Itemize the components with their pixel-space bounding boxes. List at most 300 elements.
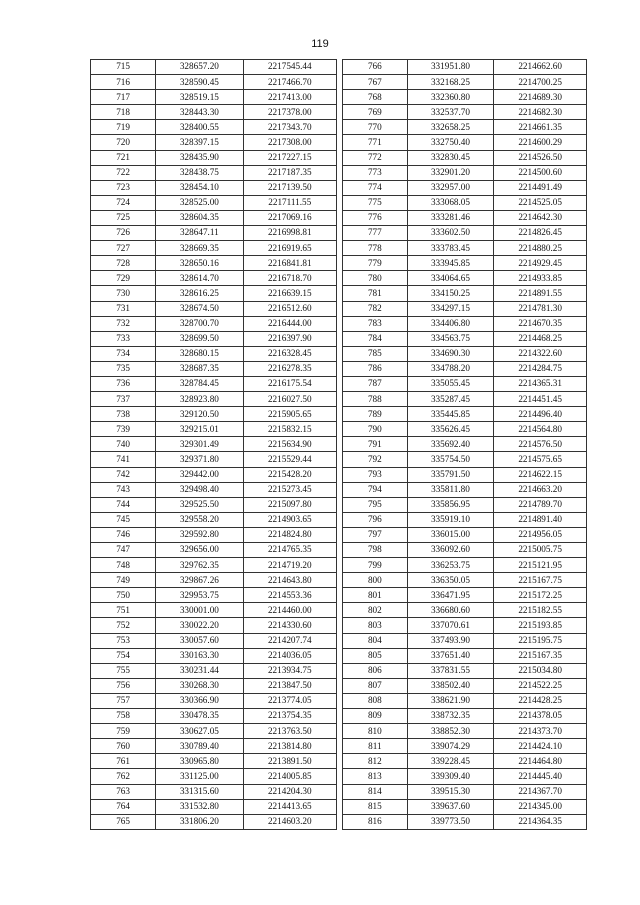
table-row: [91, 165, 337, 180]
point-number-cell: 763: [91, 784, 156, 799]
y-coordinate-cell: 2213774.05: [243, 693, 336, 708]
x-coordinate-cell: 333602.50: [407, 226, 494, 241]
x-coordinate-cell: 328669.35: [156, 241, 243, 256]
table-row: [91, 226, 337, 241]
y-coordinate-cell: 2217069.16: [243, 210, 336, 225]
point-number-cell: 786: [343, 361, 408, 376]
table-row: [343, 573, 587, 588]
table-row: [343, 709, 587, 724]
y-coordinate-cell: 2217227.15: [243, 150, 336, 165]
point-number-cell: 733: [91, 331, 156, 346]
y-coordinate-cell: 2214719.20: [243, 558, 336, 573]
point-number-cell: 798: [343, 543, 408, 558]
point-number-cell: 748: [91, 558, 156, 573]
x-coordinate-cell: 329442.00: [156, 467, 243, 482]
table-row: [91, 482, 337, 497]
point-number-cell: 738: [91, 407, 156, 422]
x-coordinate-cell: 335626.45: [407, 422, 494, 437]
x-coordinate-cell: 332957.00: [407, 180, 494, 195]
table-row: [343, 588, 587, 603]
table-row: [343, 633, 587, 648]
table-row: [91, 709, 337, 724]
point-number-cell: 735: [91, 361, 156, 376]
x-coordinate-cell: 332168.25: [407, 75, 494, 90]
table-row: [343, 678, 587, 693]
y-coordinate-cell: 2214365.31: [494, 376, 587, 391]
x-coordinate-cell: 339773.50: [407, 814, 494, 829]
x-coordinate-cell: 328438.75: [156, 165, 243, 180]
point-number-cell: 794: [343, 482, 408, 497]
x-coordinate-cell: 330231.44: [156, 663, 243, 678]
x-coordinate-cell: 329498.40: [156, 482, 243, 497]
x-coordinate-cell: 329558.20: [156, 512, 243, 527]
y-coordinate-cell: 2216444.00: [243, 316, 336, 331]
y-coordinate-cell: 2213763.50: [243, 724, 336, 739]
table-row: [343, 407, 587, 422]
point-number-cell: 761: [91, 754, 156, 769]
point-number-cell: 724: [91, 195, 156, 210]
x-coordinate-cell: 329301.49: [156, 437, 243, 452]
y-coordinate-cell: 2214284.75: [494, 361, 587, 376]
x-coordinate-cell: 337493.90: [407, 633, 494, 648]
point-number-cell: 755: [91, 663, 156, 678]
y-coordinate-cell: 2214765.35: [243, 543, 336, 558]
point-number-cell: 772: [343, 150, 408, 165]
table-row: [91, 437, 337, 452]
table-row: [91, 210, 337, 225]
x-coordinate-cell: 334406.80: [407, 316, 494, 331]
y-coordinate-cell: 2214036.05: [243, 648, 336, 663]
point-number-cell: 766: [343, 60, 408, 75]
point-number-cell: 789: [343, 407, 408, 422]
table-row: [343, 603, 587, 618]
x-coordinate-cell: 328590.45: [156, 75, 243, 90]
point-number-cell: 793: [343, 467, 408, 482]
point-number-cell: 775: [343, 195, 408, 210]
point-number-cell: 719: [91, 120, 156, 135]
x-coordinate-cell: 331806.20: [156, 814, 243, 829]
y-coordinate-cell: 2214643.80: [243, 573, 336, 588]
table-row: [343, 482, 587, 497]
x-coordinate-cell: 335692.40: [407, 437, 494, 452]
x-coordinate-cell: 335754.50: [407, 452, 494, 467]
table-body: [91, 60, 337, 830]
table-row: [343, 316, 587, 331]
point-number-cell: 814: [343, 784, 408, 799]
table-row: [91, 633, 337, 648]
y-coordinate-cell: 2213814.80: [243, 739, 336, 754]
point-number-cell: 718: [91, 105, 156, 120]
point-number-cell: 769: [343, 105, 408, 120]
x-coordinate-cell: 337651.40: [407, 648, 494, 663]
x-coordinate-cell: 328680.15: [156, 346, 243, 361]
y-coordinate-cell: 2214496.40: [494, 407, 587, 422]
y-coordinate-cell: 2215193.85: [494, 618, 587, 633]
point-number-cell: 791: [343, 437, 408, 452]
y-coordinate-cell: 2214525.05: [494, 195, 587, 210]
table-row: [343, 543, 587, 558]
table-row: [343, 105, 587, 120]
table-row: [343, 497, 587, 512]
y-coordinate-cell: 2214682.30: [494, 105, 587, 120]
point-number-cell: 810: [343, 724, 408, 739]
y-coordinate-cell: 2215167.35: [494, 648, 587, 663]
y-coordinate-cell: 2214880.25: [494, 241, 587, 256]
y-coordinate-cell: 2216397.90: [243, 331, 336, 346]
table-row: [91, 75, 337, 90]
point-number-cell: 727: [91, 241, 156, 256]
table-row: [91, 422, 337, 437]
y-coordinate-cell: 2217378.00: [243, 105, 336, 120]
point-number-cell: 739: [91, 422, 156, 437]
x-coordinate-cell: 329525.50: [156, 497, 243, 512]
point-number-cell: 812: [343, 754, 408, 769]
y-coordinate-cell: 2214204.30: [243, 784, 336, 799]
point-number-cell: 792: [343, 452, 408, 467]
y-coordinate-cell: 2214330.60: [243, 618, 336, 633]
y-coordinate-cell: 2216998.81: [243, 226, 336, 241]
point-number-cell: 803: [343, 618, 408, 633]
x-coordinate-cell: 330057.60: [156, 633, 243, 648]
table-row: [343, 558, 587, 573]
table-row: [91, 376, 337, 391]
table-row: [343, 693, 587, 708]
table-row: [91, 603, 337, 618]
point-number-cell: 717: [91, 90, 156, 105]
y-coordinate-cell: 2214600.29: [494, 135, 587, 150]
table-row: [91, 180, 337, 195]
point-number-cell: 808: [343, 693, 408, 708]
x-coordinate-cell: 333945.85: [407, 256, 494, 271]
table-row: [343, 75, 587, 90]
point-number-cell: 737: [91, 392, 156, 407]
y-coordinate-cell: 2214642.30: [494, 210, 587, 225]
table-row: [91, 286, 337, 301]
point-number-cell: 732: [91, 316, 156, 331]
point-number-cell: 768: [343, 90, 408, 105]
x-coordinate-cell: 334690.30: [407, 346, 494, 361]
table-row: [343, 195, 587, 210]
x-coordinate-cell: 333068.05: [407, 195, 494, 210]
x-coordinate-cell: 328657.20: [156, 60, 243, 75]
table-row: [91, 558, 337, 573]
x-coordinate-cell: 328650.16: [156, 256, 243, 271]
point-number-cell: 800: [343, 573, 408, 588]
point-number-cell: 813: [343, 769, 408, 784]
point-number-cell: 765: [91, 814, 156, 829]
y-coordinate-cell: 2213754.35: [243, 709, 336, 724]
point-number-cell: 774: [343, 180, 408, 195]
table-row: [343, 286, 587, 301]
table-row: [91, 135, 337, 150]
y-coordinate-cell: 2215172.25: [494, 588, 587, 603]
table-row: [343, 437, 587, 452]
x-coordinate-cell: 330627.05: [156, 724, 243, 739]
y-coordinate-cell: 2214700.25: [494, 75, 587, 90]
point-number-cell: 743: [91, 482, 156, 497]
y-coordinate-cell: 2215182.55: [494, 603, 587, 618]
coordinates-table-right: [342, 59, 587, 830]
table-row: [91, 195, 337, 210]
x-coordinate-cell: 328435.90: [156, 150, 243, 165]
table-row: [91, 814, 337, 829]
table-row: [343, 271, 587, 286]
x-coordinate-cell: 330366.90: [156, 693, 243, 708]
y-coordinate-cell: 2217308.00: [243, 135, 336, 150]
x-coordinate-cell: 329867.26: [156, 573, 243, 588]
point-number-cell: 795: [343, 497, 408, 512]
point-number-cell: 805: [343, 648, 408, 663]
table-row: [343, 346, 587, 361]
table-row: [91, 316, 337, 331]
table-row: [91, 543, 337, 558]
table-row: [91, 150, 337, 165]
table-row: [343, 135, 587, 150]
table-row: [343, 241, 587, 256]
y-coordinate-cell: 2215428.20: [243, 467, 336, 482]
table-row: [343, 361, 587, 376]
x-coordinate-cell: 331532.80: [156, 799, 243, 814]
x-coordinate-cell: 335287.45: [407, 392, 494, 407]
point-number-cell: 720: [91, 135, 156, 150]
y-coordinate-cell: 2217187.35: [243, 165, 336, 180]
table-row: [343, 210, 587, 225]
y-coordinate-cell: 2214526.50: [494, 150, 587, 165]
y-coordinate-cell: 2214789.70: [494, 497, 587, 512]
y-coordinate-cell: 2214500.60: [494, 165, 587, 180]
y-coordinate-cell: 2215097.80: [243, 497, 336, 512]
table-row: [343, 180, 587, 195]
y-coordinate-cell: 2214005.85: [243, 769, 336, 784]
x-coordinate-cell: 328699.50: [156, 331, 243, 346]
y-coordinate-cell: 2214553.36: [243, 588, 336, 603]
x-coordinate-cell: 336680.60: [407, 603, 494, 618]
x-coordinate-cell: 331951.80: [407, 60, 494, 75]
x-coordinate-cell: 338502.40: [407, 678, 494, 693]
table-row: [91, 407, 337, 422]
table-row: [91, 361, 337, 376]
y-coordinate-cell: 2217343.70: [243, 120, 336, 135]
x-coordinate-cell: 332537.70: [407, 105, 494, 120]
table-row: [91, 331, 337, 346]
y-coordinate-cell: 2214956.05: [494, 527, 587, 542]
point-number-cell: 756: [91, 678, 156, 693]
point-number-cell: 716: [91, 75, 156, 90]
table-row: [343, 256, 587, 271]
y-coordinate-cell: 2213891.50: [243, 754, 336, 769]
table-row: [91, 512, 337, 527]
table-row: [343, 799, 587, 814]
x-coordinate-cell: 330965.80: [156, 754, 243, 769]
table-row: [343, 663, 587, 678]
table-row: [343, 331, 587, 346]
table-row: [343, 165, 587, 180]
point-number-cell: 764: [91, 799, 156, 814]
point-number-cell: 767: [343, 75, 408, 90]
y-coordinate-cell: 2214903.65: [243, 512, 336, 527]
point-number-cell: 759: [91, 724, 156, 739]
x-coordinate-cell: 331125.00: [156, 769, 243, 784]
y-coordinate-cell: 2216175.54: [243, 376, 336, 391]
point-number-cell: 779: [343, 256, 408, 271]
x-coordinate-cell: 332830.45: [407, 150, 494, 165]
table-row: [91, 105, 337, 120]
x-coordinate-cell: 335055.45: [407, 376, 494, 391]
table-row: [91, 256, 337, 271]
y-coordinate-cell: 2217139.50: [243, 180, 336, 195]
table-row: [343, 392, 587, 407]
table-row: [91, 346, 337, 361]
x-coordinate-cell: 330022.20: [156, 618, 243, 633]
table-row: [91, 693, 337, 708]
x-coordinate-cell: 329371.80: [156, 452, 243, 467]
table-row: [343, 754, 587, 769]
point-number-cell: 807: [343, 678, 408, 693]
y-coordinate-cell: 2215195.75: [494, 633, 587, 648]
point-number-cell: 787: [343, 376, 408, 391]
table-row: [91, 527, 337, 542]
y-coordinate-cell: 2215167.75: [494, 573, 587, 588]
table-row: [343, 60, 587, 75]
point-number-cell: 770: [343, 120, 408, 135]
y-coordinate-cell: 2214464.80: [494, 754, 587, 769]
y-coordinate-cell: 2213934.75: [243, 663, 336, 678]
point-number-cell: 740: [91, 437, 156, 452]
point-number-cell: 753: [91, 633, 156, 648]
table-row: [343, 512, 587, 527]
point-number-cell: 721: [91, 150, 156, 165]
table-row: [343, 150, 587, 165]
point-number-cell: 730: [91, 286, 156, 301]
y-coordinate-cell: 2214413.65: [243, 799, 336, 814]
y-coordinate-cell: 2214364.35: [494, 814, 587, 829]
y-coordinate-cell: 2216919.65: [243, 241, 336, 256]
x-coordinate-cell: 332658.25: [407, 120, 494, 135]
table-row: [91, 573, 337, 588]
y-coordinate-cell: 2214661.35: [494, 120, 587, 135]
y-coordinate-cell: 2217545.44: [243, 60, 336, 75]
point-number-cell: 790: [343, 422, 408, 437]
point-number-cell: 815: [343, 799, 408, 814]
point-number-cell: 797: [343, 527, 408, 542]
table-row: [343, 467, 587, 482]
y-coordinate-cell: 2214424.10: [494, 739, 587, 754]
y-coordinate-cell: 2216841.81: [243, 256, 336, 271]
y-coordinate-cell: 2216278.35: [243, 361, 336, 376]
point-number-cell: 776: [343, 210, 408, 225]
y-coordinate-cell: 2217466.70: [243, 75, 336, 90]
y-coordinate-cell: 2213847.50: [243, 678, 336, 693]
x-coordinate-cell: 338732.35: [407, 709, 494, 724]
x-coordinate-cell: 328519.15: [156, 90, 243, 105]
x-coordinate-cell: 332750.40: [407, 135, 494, 150]
table-row: [343, 769, 587, 784]
y-coordinate-cell: 2215832.15: [243, 422, 336, 437]
y-coordinate-cell: 2214373.70: [494, 724, 587, 739]
point-number-cell: 745: [91, 512, 156, 527]
y-coordinate-cell: 2214491.49: [494, 180, 587, 195]
point-number-cell: 806: [343, 663, 408, 678]
y-coordinate-cell: 2214933.85: [494, 271, 587, 286]
y-coordinate-cell: 2214824.80: [243, 527, 336, 542]
point-number-cell: 751: [91, 603, 156, 618]
x-coordinate-cell: 330001.00: [156, 603, 243, 618]
table-row: [91, 784, 337, 799]
x-coordinate-cell: 336092.60: [407, 543, 494, 558]
x-coordinate-cell: 329120.50: [156, 407, 243, 422]
table-row: [91, 467, 337, 482]
x-coordinate-cell: 329215.01: [156, 422, 243, 437]
x-coordinate-cell: 335445.85: [407, 407, 494, 422]
y-coordinate-cell: 2214576.50: [494, 437, 587, 452]
point-number-cell: 722: [91, 165, 156, 180]
x-coordinate-cell: 332901.20: [407, 165, 494, 180]
point-number-cell: 723: [91, 180, 156, 195]
x-coordinate-cell: 334064.65: [407, 271, 494, 286]
point-number-cell: 754: [91, 648, 156, 663]
table-row: [91, 301, 337, 316]
x-coordinate-cell: 329953.75: [156, 588, 243, 603]
point-number-cell: 726: [91, 226, 156, 241]
y-coordinate-cell: 2214622.15: [494, 467, 587, 482]
y-coordinate-cell: 2214468.25: [494, 331, 587, 346]
x-coordinate-cell: 330478.35: [156, 709, 243, 724]
y-coordinate-cell: 2214781.30: [494, 301, 587, 316]
y-coordinate-cell: 2214662.60: [494, 60, 587, 75]
x-coordinate-cell: 329592.80: [156, 527, 243, 542]
x-coordinate-cell: 336350.05: [407, 573, 494, 588]
point-number-cell: 784: [343, 331, 408, 346]
table-row: [343, 618, 587, 633]
x-coordinate-cell: 334297.15: [407, 301, 494, 316]
x-coordinate-cell: 339074.29: [407, 739, 494, 754]
point-number-cell: 715: [91, 60, 156, 75]
y-coordinate-cell: 2214451.45: [494, 392, 587, 407]
x-coordinate-cell: 333783.45: [407, 241, 494, 256]
table-row: [91, 452, 337, 467]
y-coordinate-cell: 2217111.55: [243, 195, 336, 210]
point-number-cell: 811: [343, 739, 408, 754]
point-number-cell: 728: [91, 256, 156, 271]
x-coordinate-cell: 328616.25: [156, 286, 243, 301]
table-row: [343, 527, 587, 542]
point-number-cell: 771: [343, 135, 408, 150]
x-coordinate-cell: 329762.35: [156, 558, 243, 573]
table-row: [91, 799, 337, 814]
y-coordinate-cell: 2215034.80: [494, 663, 587, 678]
point-number-cell: 773: [343, 165, 408, 180]
table-row: [91, 120, 337, 135]
point-number-cell: 796: [343, 512, 408, 527]
table-row: [343, 301, 587, 316]
x-coordinate-cell: 336253.75: [407, 558, 494, 573]
point-number-cell: 809: [343, 709, 408, 724]
table-row: [343, 724, 587, 739]
y-coordinate-cell: 2215905.65: [243, 407, 336, 422]
point-number-cell: 760: [91, 739, 156, 754]
y-coordinate-cell: 2215634.90: [243, 437, 336, 452]
point-number-cell: 742: [91, 467, 156, 482]
y-coordinate-cell: 2214603.20: [243, 814, 336, 829]
y-coordinate-cell: 2216639.15: [243, 286, 336, 301]
x-coordinate-cell: 334563.75: [407, 331, 494, 346]
point-number-cell: 758: [91, 709, 156, 724]
table-row: [91, 497, 337, 512]
y-coordinate-cell: 2214929.45: [494, 256, 587, 271]
x-coordinate-cell: 328454.10: [156, 180, 243, 195]
x-coordinate-cell: 339515.30: [407, 784, 494, 799]
y-coordinate-cell: 2216027.50: [243, 392, 336, 407]
